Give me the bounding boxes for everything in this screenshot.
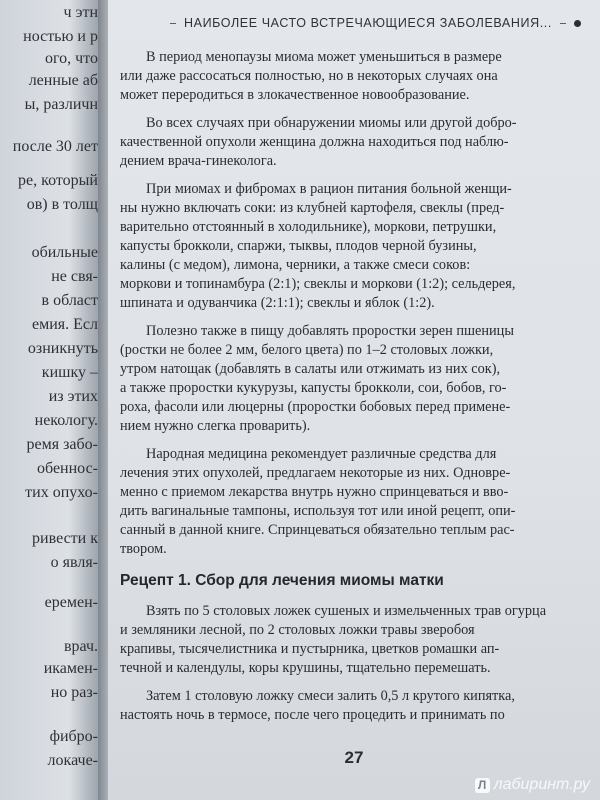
left-page-line: ремя забо- — [26, 436, 98, 453]
labirint-logo-icon: Л — [475, 778, 490, 793]
text-line: Затем 1 столовую ложку смеси залить 0,5 л крутого кипятка, — [146, 688, 515, 704]
text-line: капусты брокколи, спаржи, тыквы, плодов черной бузины, — [120, 238, 477, 254]
paragraph — [120, 180, 585, 313]
text-line: течной и календулы, коры крушины, тщательно перемешать. — [120, 660, 491, 676]
text-line: менно с приемом лекарства внутрь нужно спринцеваться и вво- — [120, 484, 509, 500]
left-page-line: еремен- — [44, 594, 98, 611]
left-page-line: озникнуть — [27, 340, 98, 357]
text-line: твором. — [120, 541, 167, 557]
header-rule-right — [560, 23, 566, 24]
left-page-line: емия. Есл — [31, 316, 98, 333]
left-page-line: ривести к — [32, 530, 98, 547]
text-line: Народная медицина рекомендует различные средства для — [146, 446, 497, 462]
text-line: Полезно также в пищу добавлять проростки зерен пшеницы — [146, 323, 514, 339]
paragraph — [120, 445, 585, 559]
header-rule-left — [170, 23, 176, 24]
text-line: Во всех случаях при обнаружении миомы или другой добро- — [146, 115, 517, 131]
text-line: а также проростки кукурузы, капусты брокколи, сои, бобов, го- — [120, 380, 507, 396]
text-line: калины (с медом), лимона, черники, а также смеси соков: — [120, 257, 471, 273]
text-line: может переродиться в злокачественное новообразование. — [120, 87, 470, 103]
text-line: В период менопаузы миома может уменьшиться в размере — [146, 49, 502, 65]
page-number: 27 — [344, 748, 364, 767]
right-page — [108, 0, 600, 800]
left-page-line: ого, что — [45, 50, 98, 67]
text-line: или даже рассосаться полностью, но в некоторых случаях она — [120, 68, 498, 84]
left-page-line: ностью и р — [23, 28, 98, 45]
text-line: ны нужно включать соки: из клубней картофеля, свеклы (пред- — [120, 200, 505, 216]
text-line: Взять по 5 столовых ложек сушеных и измельченных трав огурца — [146, 603, 547, 619]
left-page-line: кишку – — [41, 364, 98, 381]
left-page-line: некологу. — [34, 412, 98, 429]
paragraph — [120, 48, 585, 105]
left-page-line: из этих — [48, 388, 98, 405]
text-line: утром натощак (добавлять в салаты или отжимать из них сок), — [120, 361, 501, 377]
text-line: шпината и одуванчика (2:1:1); свеклы и яблок (1:2). — [120, 295, 435, 311]
text-line: крапивы, тысячелистника и пустырника, цветков ромашки ап- — [120, 641, 500, 657]
watermark-text: лабиринт.ру — [493, 776, 590, 793]
left-page-line: о явля- — [50, 554, 98, 571]
left-page-line: обеннос- — [37, 460, 98, 477]
left-page-line: но раз- — [50, 684, 98, 701]
left-page-line: после 30 лет — [12, 138, 98, 155]
paragraph — [120, 687, 585, 725]
left-page-line: тих опухо- — [25, 484, 98, 501]
body-text — [120, 48, 585, 725]
running-header-title: НАИБОЛЕЕ ЧАСТО ВСТРЕЧАЮЩИЕСЯ ЗАБОЛЕВАНИЯ... — [184, 16, 552, 30]
left-page-line: не свя- — [51, 268, 98, 285]
watermark — [475, 776, 590, 794]
text-line: и земляники лесной, по 2 столовых ложки травы зверобоя — [120, 622, 475, 638]
left-page-line: обильные — [31, 244, 98, 261]
left-page-line: локаче- — [47, 752, 98, 769]
text-line: роха, фасоли или люцерны (проростки бобовых перед примене- — [120, 399, 511, 415]
text-line: дением врача-гинеколога. — [120, 153, 277, 169]
left-page-line: ленные аб — [28, 72, 98, 89]
text-line: настоять ночь в термосе, после чего процедить и принимать по — [120, 707, 505, 723]
text-line: качественной опухоли женщина должна находиться под наблю- — [120, 134, 509, 150]
text-line: При миомах и фибромах в рацион питания больной женщи- — [146, 181, 512, 197]
left-page-line: ы, различн — [24, 96, 98, 113]
left-page-line: ре, который — [18, 172, 98, 189]
bullet-icon — [574, 20, 581, 27]
text-line: дить вагинальные тампоны, используя тот или иной рецепт, опи- — [120, 503, 516, 519]
recipe-heading: Рецепт 1. Сбор для лечения миомы матки — [120, 572, 444, 589]
text-line: лечения этих опухолей, предлагаем некоторые из них. Одновре- — [120, 465, 511, 481]
text-line: санный в данной книге. Спринцеваться обязательно теплым рас- — [120, 522, 515, 538]
left-page-line: икамен- — [43, 660, 98, 677]
running-header — [170, 12, 580, 34]
text-line: варительно отстоянный в холодильнике), моркови, петрушки, — [120, 219, 497, 235]
left-page-line: ов) в толщ — [26, 196, 98, 213]
paragraph — [120, 602, 585, 678]
text-line: (ростки не более 2 мм, белого цвета) по 1–2 столовых ложки, — [120, 342, 494, 358]
text-line: нием нужно слегка проварить). — [120, 418, 311, 434]
paragraph — [120, 322, 585, 436]
book-gutter — [98, 0, 108, 800]
left-page-line: в област — [41, 292, 98, 309]
left-page-line: врач. — [63, 638, 98, 655]
left-page-line: ч этн — [63, 4, 98, 21]
left-page — [0, 0, 98, 800]
paragraph — [120, 114, 585, 171]
left-page-line: фибро- — [49, 728, 98, 745]
text-line: моркови и топинамбура (2:1); свеклы и моркови (1:2); сельдерея, — [120, 276, 516, 292]
